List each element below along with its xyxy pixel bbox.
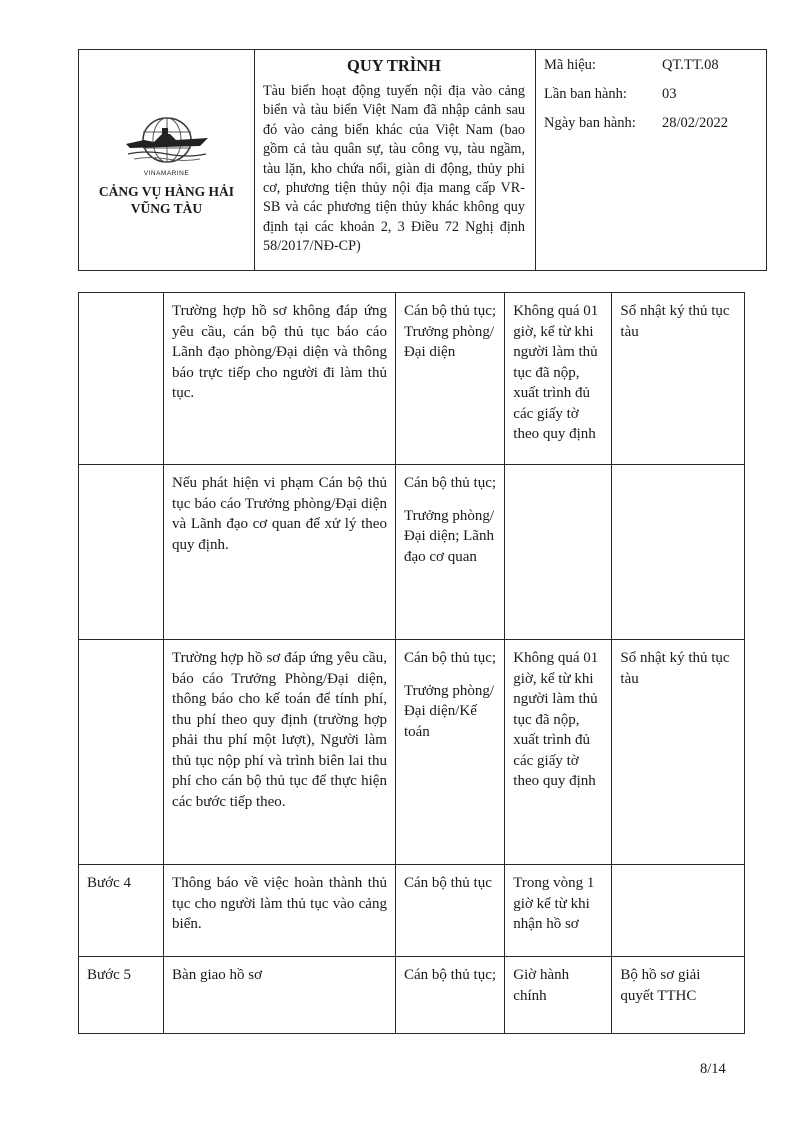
content-cell: Trường hợp hồ sơ không đáp ứng yêu cầu, cán bộ thủ tục báo cáo Lãnh đạo phòng/Đại diện và thông báo trực tiếp cho người đi làm thủ tục. [164,293,396,465]
step-cell [79,465,164,640]
document-description: Tàu biển hoạt động tuyến nội địa vào cảng biển và tàu biển Việt Nam đã nhập cảnh sau đó vào cảng biển khác của Việt Nam (bao gồm cả tàu quân sự, tàu công vụ, tàu ngầm, tàu lặn, kho chứa nổi, giàn di động, thủy phi cơ, phương tiện thủy nội địa mang cấp VR-SB và các phương tiện thủy khác không quy định tại các khoản 2, 3 Điều 72 Nghị định 58/2017/NĐ-CP) [263,83,525,255]
step-cell [79,293,164,465]
title-block [255,50,536,271]
content-cell: Thông báo về việc hoàn thành thủ tục cho người làm thủ tục vào cảng biển. [164,865,396,957]
responsible-cell: Cán bộ thủ tục; Trưởng phòng/Đại diện [395,293,504,465]
record-cell [612,465,745,640]
organization-name: CẢNG VỤ HÀNG HẢI VŨNG TÀU [98,184,235,216]
content-cell: Trường hợp hồ sơ đáp ứng yêu cầu, báo cáo Trưởng Phòng/Đại diện, thông báo cho kế toán để tính phí, thu phí theo quy định (trường hợp phải thu phí một lượt), Người làm thủ tục nộp phí và trình biên lai thu phí cho cán bộ thủ tục để thực hiện các bước tiếp theo. [164,640,396,865]
step-cell: Bước 5 [79,957,164,1034]
meta-code: Mã hiệu: QT.TT.08 [544,57,719,73]
responsible-cell: Cán bộ thủ tục; Trưởng phòng/Đại diện/Kế toán [395,640,504,865]
document-type: QUY TRÌNH [347,56,441,75]
step-cell [79,640,164,865]
table-row [79,957,745,1034]
document-header [78,49,767,271]
organization-block [79,50,255,271]
record-cell: Sổ nhật ký thủ tục tàu [612,293,745,465]
time-cell: Không quá 01 giờ, kể từ khi người làm thủ tục đã nộp, xuất trình đủ các giấy tờ theo quy định [505,293,612,465]
table-row [79,865,745,957]
time-cell: Không quá 01 giờ, kể từ khi người làm thủ tục đã nộp, xuất trình đủ các giấy tờ theo quy định [505,640,612,865]
time-cell: Giờ hành chính [505,957,612,1034]
meta-issue-date: Ngày ban hành: 28/02/2022 [544,115,729,131]
content-cell: Bàn giao hồ sơ [164,957,396,1034]
responsible-cell: Cán bộ thủ tục; [395,957,504,1034]
record-cell [612,865,745,957]
time-cell: Trong vòng 1 giờ kể từ khi nhận hồ sơ [505,865,612,957]
step-cell: Bước 4 [79,865,164,957]
metadata-block [536,50,767,271]
responsible-cell: Cán bộ thủ tục; Trưởng phòng/Đại diện; Lãnh đạo cơ quan [395,465,504,640]
page-number: 8/14 [700,1061,726,1077]
table-row [79,293,745,465]
table-row [79,465,745,640]
procedure-table [78,292,745,1034]
brand-text: VINAMARINE [143,170,190,177]
time-cell [505,465,612,640]
meta-edition: Lần ban hành: 03 [544,86,677,102]
content-cell: Nếu phát hiện vi phạm Cán bộ thủ tục báo cáo Trưởng phòng/Đại diện và Lãnh đạo cơ quan để xử lý theo quy định. [164,465,396,640]
record-cell: Bộ hồ sơ giải quyết TTHC [612,957,745,1034]
vinamarine-logo-icon [124,116,210,168]
table-row [79,640,745,865]
record-cell: Sổ nhật ký thủ tục tàu [612,640,745,865]
responsible-cell: Cán bộ thủ tục [395,865,504,957]
